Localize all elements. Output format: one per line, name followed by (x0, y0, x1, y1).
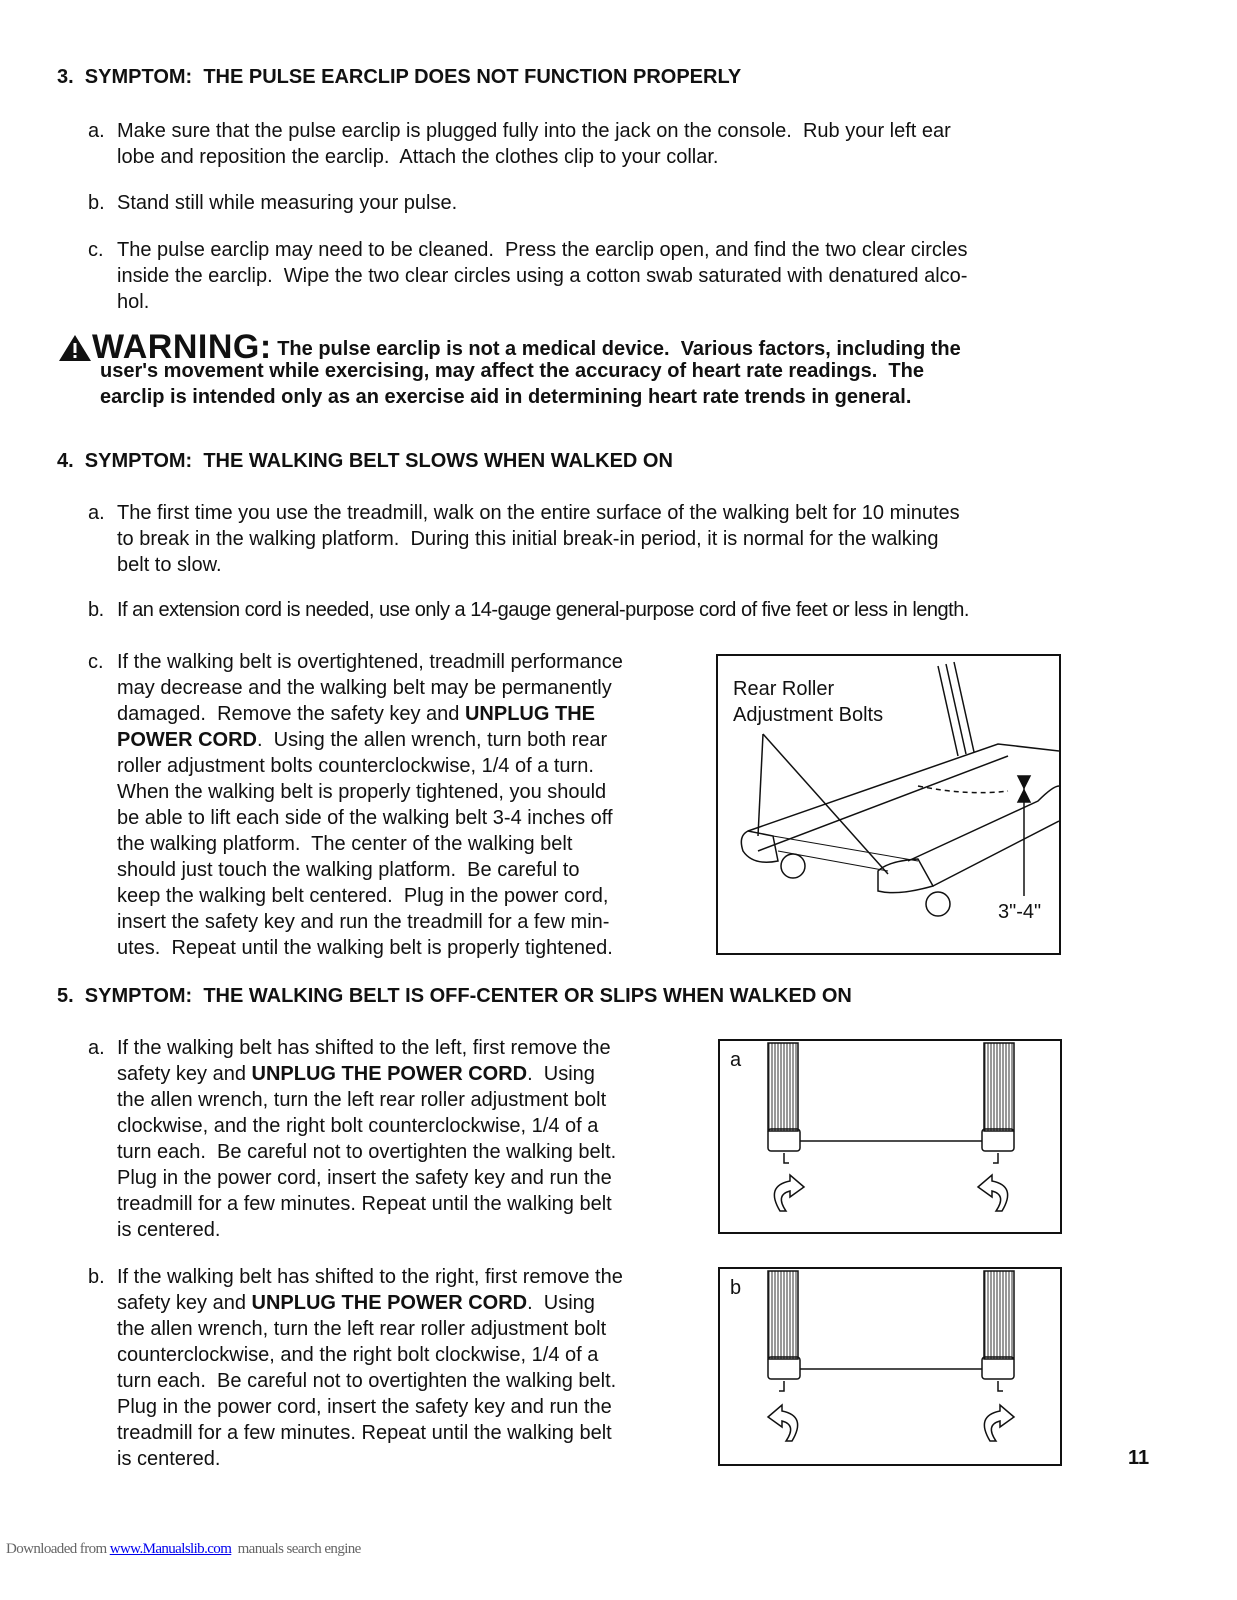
warning-line: user's movement while exercising, may affect the accuracy of heart rate readings. The (100, 360, 924, 382)
section-4-item-c (88, 649, 688, 961)
belt-left-shift-figure (718, 1039, 1062, 1234)
item-label: b. (88, 599, 104, 621)
text-line (117, 1061, 616, 1087)
figure-label: a (730, 1049, 742, 1071)
section-5-item-a (88, 1035, 688, 1243)
item-label: b. (88, 192, 105, 214)
text-line: is centered. (117, 1219, 221, 1241)
text-line: is centered. (117, 1448, 221, 1470)
text-line: Plug in the power cord, insert the safety key and run the (117, 1396, 612, 1418)
rear-roller-figure (716, 654, 1061, 955)
text-line: When the walking belt is properly tightened, you should (117, 781, 607, 803)
figure-label: Rear Roller (733, 678, 835, 700)
text-line: turn each. Be careful not to overtighten the walking belt. (117, 1141, 617, 1163)
item-label: a. (88, 120, 105, 142)
section-3-item-c (88, 237, 1088, 315)
text-run: safety key and (117, 1292, 252, 1314)
text-line: Make sure that the pulse earclip is plugged fully into the jack on the console. Rub your left ear (117, 120, 951, 142)
text-line: roller adjustment bolts counterclockwise, 1/4 of a turn. (117, 755, 594, 777)
item-label: a. (88, 502, 105, 524)
section-4-heading: 4. SYMPTOM: THE WALKING BELT SLOWS WHEN WALKED ON (57, 450, 673, 472)
emphasis: UNPLUG THE POWER CORD (251, 1292, 528, 1314)
text-line: If the walking belt has shifted to the right, first remove the (117, 1266, 623, 1288)
text-line: clockwise, and the right bolt counterclockwise, 1/4 of a (117, 1115, 599, 1137)
text-line: counterclockwise, and the right bolt clockwise, 1/4 of a (117, 1344, 599, 1366)
text-line: the allen wrench, turn the left rear roller adjustment bolt (117, 1318, 607, 1340)
text-line: keep the walking belt centered. Plug in the power cord, (117, 885, 609, 907)
text-run: damaged. Remove the safety key and (117, 703, 465, 725)
item-label: c. (88, 239, 104, 261)
text-line: be able to lift each side of the walking belt 3-4 inches off (117, 807, 613, 829)
text-line: to break in the walking platform. During this initial break-in period, it is normal for the walking (117, 528, 939, 550)
text-line: Plug in the power cord, insert the safety key and run the (117, 1167, 612, 1189)
section-3-heading: 3. SYMPTOM: THE PULSE EARCLIP DOES NOT FUNCTION PROPERLY (57, 66, 742, 88)
section-5-item-b (88, 1264, 688, 1472)
text-line: belt to slow. (117, 554, 222, 576)
warning-triangle-icon (58, 334, 92, 362)
figure-label: b (730, 1277, 742, 1299)
text-line: Stand still while measuring your pulse. (117, 192, 458, 214)
footer-text: manuals search engine (231, 1541, 361, 1557)
item-label: c. (88, 651, 104, 673)
text-line: the allen wrench, turn the left rear roller adjustment bolt (117, 1089, 607, 1111)
text-line (117, 727, 623, 753)
belt-right-shift-figure (718, 1267, 1062, 1466)
text-run: . Using the allen wrench, turn both rear (257, 729, 608, 751)
text-line: treadmill for a few minutes. Repeat until the walking belt (117, 1422, 612, 1444)
text-line: The first time you use the treadmill, walk on the entire surface of the walking belt for 10 minutes (117, 502, 960, 524)
emphasis: UNPLUG THE POWER CORD (251, 1063, 528, 1085)
warning-block (58, 328, 1078, 410)
text-run: safety key and (117, 1063, 252, 1085)
emphasis: UNPLUG THE (464, 703, 595, 725)
text-line: If the walking belt is overtightened, treadmill performance (117, 651, 623, 673)
manualslib-link[interactable]: www.Manualslib.com (109, 1541, 232, 1557)
warning-line: The pulse earclip is not a medical device. Various factors, including the (271, 338, 961, 360)
belt-adjust-illustration-a (720, 1041, 1060, 1232)
text-line: The pulse earclip may need to be cleaned. Press the earclip open, and find the two clear circles (117, 239, 968, 261)
text-line: insert the safety key and run the treadmill for a few min- (117, 911, 610, 933)
text-run: . Using (527, 1063, 595, 1085)
text-line: lobe and reposition the earclip. Attach the clothes clip to your collar. (117, 146, 719, 168)
text-line: If the walking belt has shifted to the left, first remove the (117, 1037, 611, 1059)
text-line: inside the earclip. Wipe the two clear circles using a cotton swab saturated with denatured alco- (117, 265, 968, 287)
warning-line: earclip is intended only as an exercise aid in determining heart rate trends in general. (100, 386, 912, 408)
footer-text: Downloaded from (6, 1541, 110, 1557)
item-label: b. (88, 1266, 105, 1288)
text-line: may decrease and the walking belt may be permanently (117, 677, 612, 699)
text-run: . Using (527, 1292, 595, 1314)
text-line: the walking platform. The center of the walking belt (117, 833, 573, 855)
section-4-item-b (88, 597, 1188, 623)
belt-adjust-illustration-b (720, 1269, 1060, 1464)
figure-label: Adjustment Bolts (733, 704, 884, 726)
measurement-label: 3"-4" (998, 901, 1042, 923)
warning-title: WARNING: (92, 328, 272, 366)
item-label: a. (88, 1037, 105, 1059)
download-footer (6, 1541, 361, 1558)
section-5-heading: 5. SYMPTOM: THE WALKING BELT IS OFF-CENTER OR SLIPS WHEN WALKED ON (57, 985, 852, 1007)
text-line (117, 1290, 623, 1316)
text-line: should just touch the walking platform. Be careful to (117, 859, 580, 881)
text-line (117, 701, 623, 727)
text-line: hol. (117, 291, 150, 313)
text-line: utes. Repeat until the walking belt is properly tightened. (117, 937, 613, 959)
text-line: turn each. Be careful not to overtighten the walking belt. (117, 1370, 617, 1392)
text-line: If an extension cord is needed, use only a 14-gauge general-purpose cord of five feet or less in length. (117, 599, 969, 621)
section-3-item-b (88, 190, 1088, 216)
emphasis: POWER CORD (117, 729, 257, 751)
page-number: 11 (1128, 1447, 1150, 1469)
section-3-item-a (88, 118, 1088, 170)
text-line: treadmill for a few minutes. Repeat until the walking belt (117, 1193, 612, 1215)
section-4-item-a (88, 500, 1088, 578)
